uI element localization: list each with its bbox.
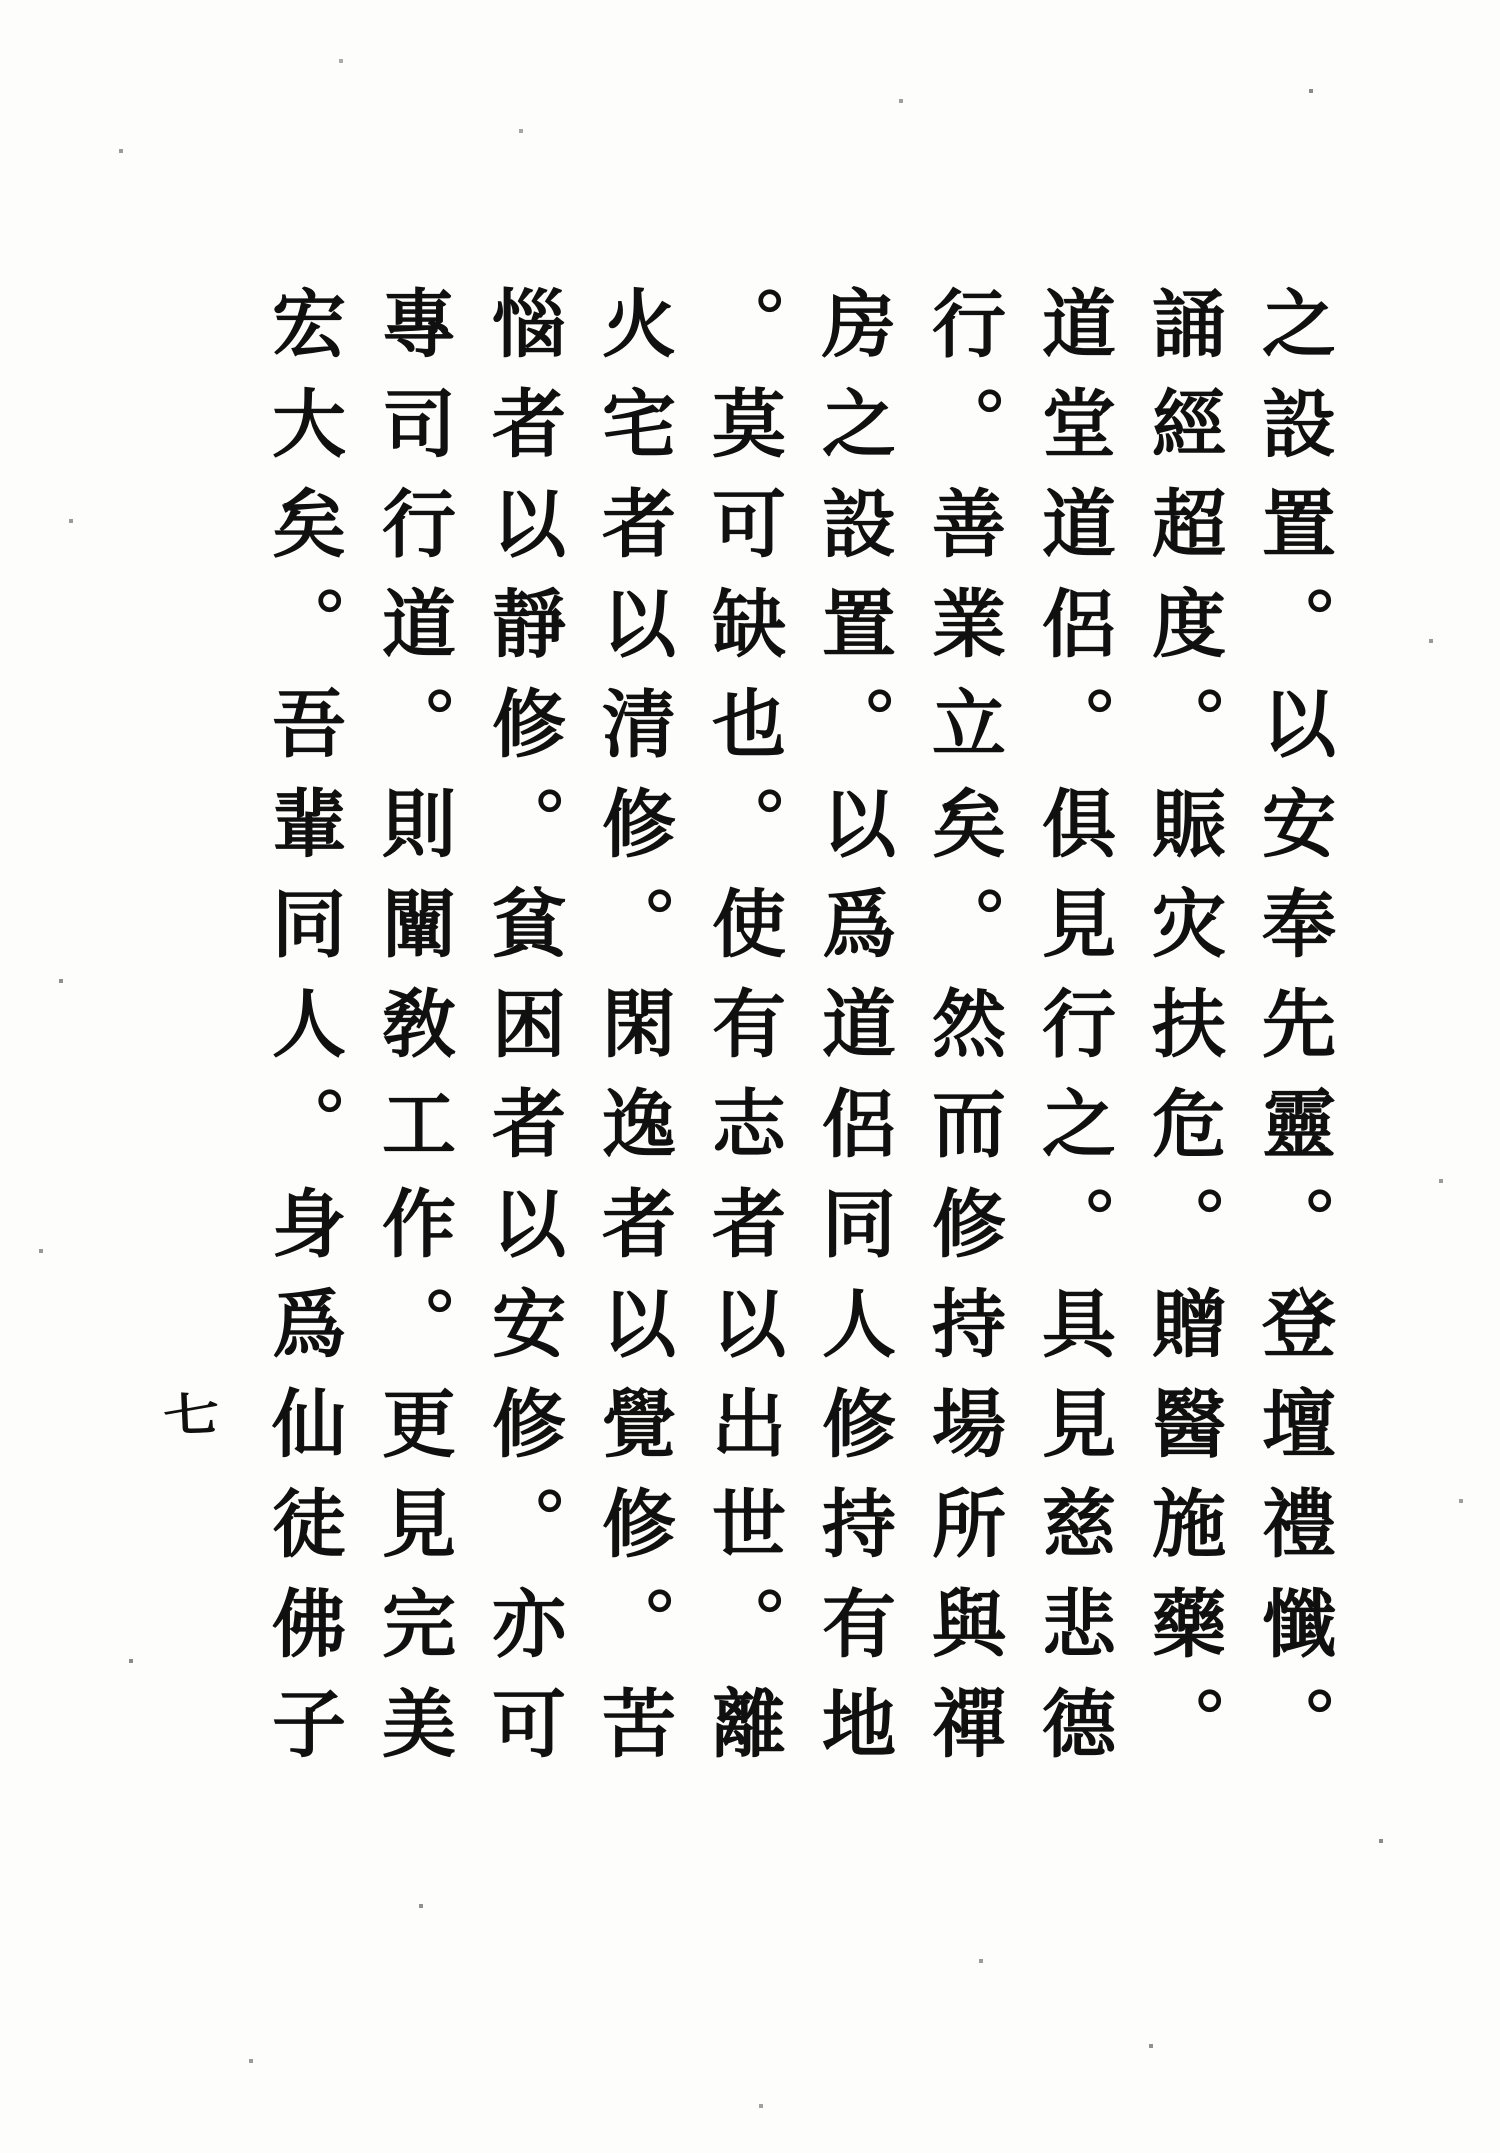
text-column: 道堂道侶。俱見行之。具見慈悲德 bbox=[1030, 285, 1116, 1785]
vertical-text-block bbox=[248, 285, 1348, 1815]
text-column: 房之設置。以爲道侶同人修持有地 bbox=[810, 285, 896, 1785]
text-column: 行。善業立矣。然而修持場所與禪 bbox=[920, 285, 1006, 1785]
text-column: 誦經超度。賑灾扶危。贈醫施藥。 bbox=[1140, 285, 1226, 1785]
text-column: 宏大矣。吾輩同人。身爲仙徒佛子 bbox=[260, 285, 346, 1785]
text-column: 專司行道。則闡敎工作。更見完美 bbox=[370, 285, 456, 1785]
text-column: 火宅者以清修。閑逸者以覺修。苦 bbox=[590, 285, 676, 1785]
text-column: 。莫可缺也。使有志者以出世。離 bbox=[700, 285, 786, 1785]
text-column: 之設置。以安奉先靈。登壇禮懺。 bbox=[1250, 285, 1336, 1785]
page-number-folio: 七 bbox=[162, 1387, 221, 1444]
scan-noise-speckles bbox=[0, 0, 2, 2]
text-column: 惱者以靜修。貧困者以安修。亦可 bbox=[480, 285, 566, 1785]
